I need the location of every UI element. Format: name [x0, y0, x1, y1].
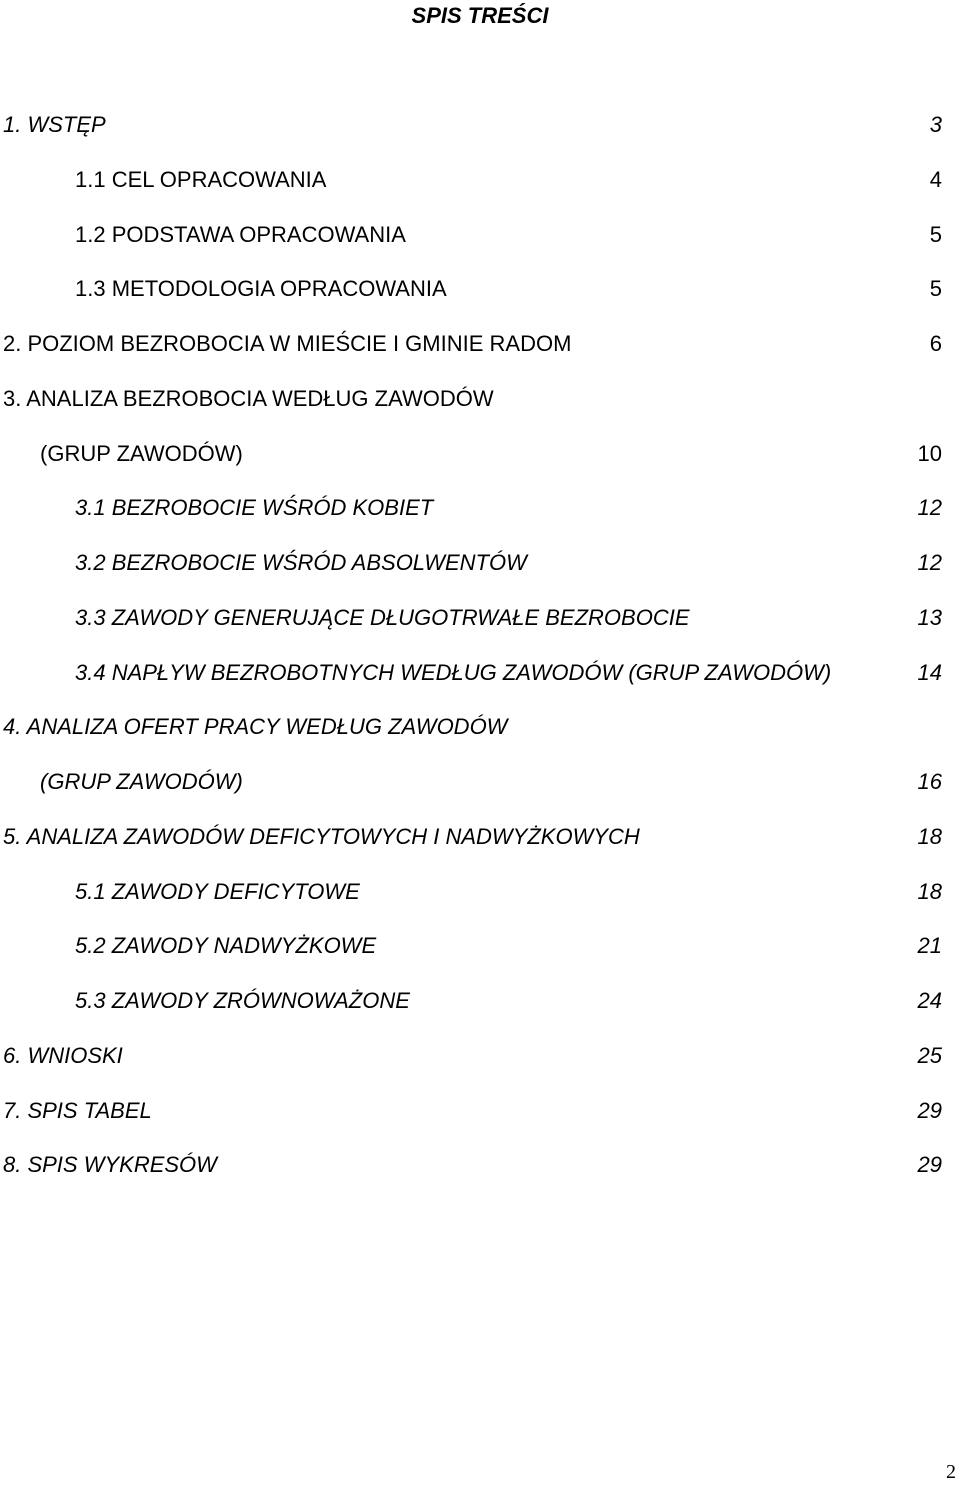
toc-entry-page: 24: [917, 988, 942, 1013]
table-of-contents: [0, 111, 960, 1206]
toc-entry-title: (GRUP ZAWODÓW): [40, 769, 243, 794]
toc-entry-title: 5.2 ZAWODY NADWYŻKOWE: [75, 933, 377, 959]
toc-entry-page: 5: [929, 221, 942, 247]
toc-entry-title: 3. ANALIZA BEZROBOCIA WEDŁUG ZAWODÓW: [3, 385, 494, 411]
toc-entry-page: 29: [917, 1097, 942, 1123]
toc-entry: [0, 549, 960, 604]
toc-entry: [0, 221, 960, 276]
toc-entry-page: 25: [917, 1042, 942, 1068]
toc-entry-title: 2. POZIOM BEZROBOCIA W MIEŚCIE I GMINIE RADOM: [3, 331, 572, 356]
toc-entry: [0, 878, 960, 933]
toc-entry-title: 8. SPIS WYKRESÓW: [3, 1152, 217, 1178]
toc-entry: [0, 932, 960, 987]
toc-entry-page: 4: [929, 166, 942, 192]
toc-entry: [0, 1042, 960, 1097]
toc-entry: [0, 440, 960, 495]
toc-entry-title: 1.2 PODSTAWA OPRACOWANIA: [75, 221, 406, 247]
toc-entry-page: 3: [929, 112, 942, 137]
toc-entry: [0, 768, 960, 823]
toc-entry-title: 3.2 BEZROBOCIE WŚRÓD ABSOLWENTÓW: [75, 550, 527, 575]
toc-entry-title: 1. WSTĘP: [3, 112, 106, 137]
toc-entry-page: 6: [929, 331, 942, 356]
toc-entry: [0, 166, 960, 221]
page-title: SPIS TREŚCI: [411, 3, 549, 28]
toc-entry: [0, 385, 960, 440]
toc-entry-page: 14: [917, 659, 942, 685]
toc-entry-page: 18: [917, 878, 942, 904]
toc-entry-page: 18: [917, 823, 942, 849]
toc-entry-title: 5.1 ZAWODY DEFICYTOWE: [75, 878, 360, 904]
toc-entry-title: 3.1 BEZROBOCIE WŚRÓD KOBIET: [75, 495, 434, 521]
toc-entry-page: 13: [917, 604, 942, 630]
toc-entry-page: 16: [917, 769, 942, 794]
toc-entry-title: 1.3 METODOLOGIA OPRACOWANIA: [75, 276, 447, 302]
toc-entry-title: 5.3 ZAWODY ZRÓWNOWAŻONE: [75, 988, 410, 1013]
toc-entry: [0, 494, 960, 549]
toc-entry: [0, 604, 960, 659]
toc-entry-page: 10: [917, 440, 942, 466]
toc-entry: [0, 713, 960, 768]
toc-entry-page: 12: [917, 550, 942, 575]
toc-entry-title: 4. ANALIZA OFERT PRACY WEDŁUG ZAWODÓW: [3, 714, 508, 740]
toc-entry: [0, 1097, 960, 1152]
toc-entry: [0, 330, 960, 385]
toc-entry-title: 5. ANALIZA ZAWODÓW DEFICYTOWYCH I NADWYŻKOWYCH: [3, 823, 640, 849]
toc-entry: [0, 659, 960, 714]
toc-entry-page: 12: [917, 495, 942, 521]
toc-entry-title: 1.1 CEL OPRACOWANIA: [75, 166, 327, 192]
toc-entry: [0, 987, 960, 1042]
toc-entry: [0, 275, 960, 330]
toc-entry-page: 29: [917, 1152, 942, 1178]
toc-entry: [0, 1151, 960, 1206]
toc-entry: [0, 111, 960, 166]
toc-entry-page: 5: [929, 276, 942, 302]
toc-entry-title: (GRUP ZAWODÓW): [40, 440, 243, 466]
toc-entry: [0, 823, 960, 878]
toc-entry-title: 7. SPIS TABEL: [3, 1097, 152, 1123]
toc-entry-title: 3.4 NAPŁYW BEZROBOTNYCH WEDŁUG ZAWODÓW (GRUP ZAWODÓW): [75, 659, 832, 685]
page-number: 2: [946, 1461, 956, 1483]
toc-entry-page: 21: [917, 933, 942, 959]
toc-entry-title: 6. WNIOSKI: [3, 1042, 123, 1068]
toc-entry-title: 3.3 ZAWODY GENERUJĄCE DŁUGOTRWAŁE BEZROBOCIE: [75, 604, 690, 630]
